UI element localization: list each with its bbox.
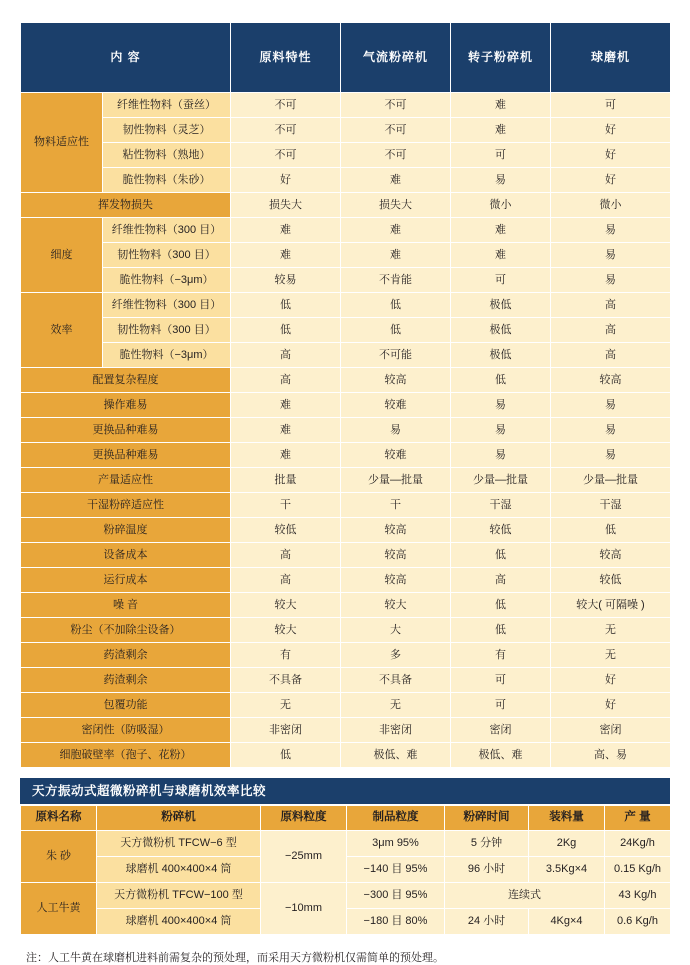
cell-value: 难	[231, 392, 341, 417]
row-category: 更换品种难易	[21, 417, 231, 442]
header-cell-time: 粉碎时间	[445, 805, 529, 830]
table-row	[21, 542, 671, 567]
cell-value: 不可	[341, 142, 451, 167]
cell-raw-size: −25mm	[261, 830, 347, 882]
table-row	[21, 192, 671, 217]
cell-value: 低	[451, 542, 551, 567]
cell-value: 少量—批量	[451, 467, 551, 492]
header-cell-material: 原料特性	[231, 23, 341, 93]
row-sublabel: 韧性物料（灵芝）	[103, 117, 231, 142]
header-cell-raw-size: 原料粒度	[261, 805, 347, 830]
cell-value: 高	[231, 567, 341, 592]
table-row	[21, 717, 671, 742]
cell-value: 不可	[341, 92, 451, 117]
cell-value: 无	[341, 692, 451, 717]
header-cell-output: 产 量	[605, 805, 671, 830]
cell-value: 非密闭	[341, 717, 451, 742]
cell-value: 无	[551, 642, 671, 667]
cell-value: 不可能	[341, 342, 451, 367]
cell-value: 微小	[551, 192, 671, 217]
table-row	[21, 117, 671, 142]
cell-value: 难	[231, 417, 341, 442]
cell-value: 好	[551, 117, 671, 142]
row-category: 挥发物损失	[21, 192, 231, 217]
cell-value: 难	[451, 242, 551, 267]
table-row	[21, 692, 671, 717]
cell-value: 无	[551, 617, 671, 642]
cell-value: 难	[341, 217, 451, 242]
table-row	[21, 317, 671, 342]
row-sublabel: 纤维性物料（300 目）	[103, 292, 231, 317]
row-sublabel: 韧性物料（300 目）	[103, 317, 231, 342]
cell-value: 少量—批量	[341, 467, 451, 492]
cell-value: 干	[231, 492, 341, 517]
cell-value: 高	[231, 542, 341, 567]
row-sublabel: 韧性物料（300 目）	[103, 242, 231, 267]
cell-value: 可	[451, 667, 551, 692]
cell-value: 高	[231, 367, 341, 392]
cell-value: 难	[341, 242, 451, 267]
cell-value: 低	[341, 317, 451, 342]
cell-value: 不具备	[231, 667, 341, 692]
table-row	[21, 567, 671, 592]
row-sublabel: 粘性物料（熟地）	[103, 142, 231, 167]
row-category: 操作难易	[21, 392, 231, 417]
cell-value: 高	[231, 342, 341, 367]
cell-value: 极低	[451, 317, 551, 342]
header-cell-ball-mill: 球磨机	[551, 23, 671, 93]
row-category: 药渣剩余	[21, 642, 231, 667]
table-row	[21, 642, 671, 667]
cell-value: 批量	[231, 467, 341, 492]
section-title: 天方振动式超微粉碎机与球磨机效率比较	[20, 778, 670, 804]
table-row	[21, 830, 671, 856]
row-category: 细度	[21, 217, 103, 292]
cell-value: 较高	[341, 517, 451, 542]
header-cell-content: 内 容	[21, 23, 231, 93]
cell-value: 有	[451, 642, 551, 667]
table-row	[21, 467, 671, 492]
cell-value: 低	[341, 292, 451, 317]
cell-value: 易	[551, 417, 671, 442]
table-row	[21, 882, 671, 908]
cell-value: 可	[551, 92, 671, 117]
cell-time: 24 小时	[445, 908, 529, 934]
cell-value: 难	[231, 242, 341, 267]
row-category: 包覆功能	[21, 692, 231, 717]
cell-value: 好	[551, 142, 671, 167]
cell-value: 较低	[231, 517, 341, 542]
cell-value: 难	[451, 92, 551, 117]
cell-value: 极低	[451, 342, 551, 367]
row-category: 干湿粉碎适应性	[21, 492, 231, 517]
cell-product-size: −180 目 80%	[347, 908, 445, 934]
cell-value: 较低	[451, 517, 551, 542]
cell-value: 较高	[551, 542, 671, 567]
cell-value: 易	[451, 442, 551, 467]
cell-value: 不可	[341, 117, 451, 142]
cell-time: 5 分钟	[445, 830, 529, 856]
comparison-table	[20, 22, 685, 768]
header-cell-product-size: 制品粒度	[347, 805, 445, 830]
cell-value: 可	[451, 142, 551, 167]
cell-output: 0.15 Kg/h	[605, 856, 671, 882]
table-row	[21, 342, 671, 367]
row-sublabel: 纤维性物料（300 目）	[103, 217, 231, 242]
cell-value: 易	[341, 417, 451, 442]
cell-value: 较大	[231, 617, 341, 642]
cell-product-size: −140 目 95%	[347, 856, 445, 882]
cell-value: 密闭	[451, 717, 551, 742]
cell-load: 4Kg×4	[529, 908, 605, 934]
header-cell-jet-mill: 气流粉碎机	[341, 23, 451, 93]
table-row	[21, 492, 671, 517]
table-row	[21, 167, 671, 192]
efficiency-table	[20, 805, 671, 935]
cell-value: 难	[451, 217, 551, 242]
row-category: 粉尘（不加除尘设备）	[21, 617, 231, 642]
cell-value: 多	[341, 642, 451, 667]
table-header-row: 内 容 原料特性 气流粉碎机 转子粉碎机 球磨机 天方微粉机	[21, 23, 671, 93]
cell-value: 较低	[551, 567, 671, 592]
cell-value: 无	[231, 692, 341, 717]
cell-value: 少量—批量	[551, 467, 671, 492]
cell-value: 较高	[551, 367, 671, 392]
header-cell-rotor-mill: 转子粉碎机	[451, 23, 551, 93]
table-row	[21, 392, 671, 417]
row-sublabel: 脆性物料（−3μm）	[103, 342, 231, 367]
cell-raw-size: −10mm	[261, 882, 347, 934]
cell-value: 极低、难	[451, 742, 551, 767]
table-row	[21, 667, 671, 692]
cell-output: 24Kg/h	[605, 830, 671, 856]
cell-value: 可	[451, 267, 551, 292]
cell-value: 易	[551, 217, 671, 242]
cell-value: 易	[451, 167, 551, 192]
cell-value: 易	[551, 242, 671, 267]
cell-value: 难	[451, 117, 551, 142]
cell-value: 较大	[341, 592, 451, 617]
row-category: 运行成本	[21, 567, 231, 592]
cell-value: 低	[231, 742, 341, 767]
cell-value: 非密闭	[231, 717, 341, 742]
cell-value: 不可	[231, 92, 341, 117]
cell-value: 不肯能	[341, 267, 451, 292]
row-category: 粉碎温度	[21, 517, 231, 542]
cell-mill: 球磨机 400×400×4 筒	[97, 908, 261, 934]
row-category: 更换品种难易	[21, 442, 231, 467]
cell-value: 难	[231, 442, 341, 467]
table-row	[21, 367, 671, 392]
row-category: 药渣剩余	[21, 667, 231, 692]
cell-value: 不可	[231, 117, 341, 142]
cell-value: 不具备	[341, 667, 451, 692]
cell-value: 微小	[451, 192, 551, 217]
cell-value: 干湿	[551, 492, 671, 517]
cell-mill: 天方微粉机 TFCW−6 型	[97, 830, 261, 856]
row-sublabel: 脆性物料（朱砂）	[103, 167, 231, 192]
cell-value: 难	[341, 167, 451, 192]
table-row	[21, 267, 671, 292]
footnote: 注：人工牛黄在球磨机进料前需复杂的预处理，而采用天方微粉机仅需简单的预处理。	[26, 951, 444, 964]
cell-value: 易	[451, 417, 551, 442]
cell-value: 极低	[451, 292, 551, 317]
cell-product-size: −300 目 95%	[347, 882, 445, 908]
table-row	[21, 617, 671, 642]
cell-value: 好	[231, 167, 341, 192]
cell-value: 较难	[341, 442, 451, 467]
row-sublabel: 脆性物料（−3μm）	[103, 267, 231, 292]
table-row	[21, 142, 671, 167]
cell-value: 较高	[341, 567, 451, 592]
cell-value: 低	[451, 617, 551, 642]
cell-output: 0.6 Kg/h	[605, 908, 671, 934]
cell-value: 不可	[231, 142, 341, 167]
cell-value: 有	[231, 642, 341, 667]
cell-value: 极低、难	[341, 742, 451, 767]
cell-value: 大	[341, 617, 451, 642]
table-row	[21, 92, 671, 117]
cell-value: 难	[231, 217, 341, 242]
cell-value: 高	[551, 317, 671, 342]
table-row	[21, 417, 671, 442]
row-category: 设备成本	[21, 542, 231, 567]
row-sublabel: 纤维性物料（蚕丝）	[103, 92, 231, 117]
cell-output: 43 Kg/h	[605, 882, 671, 908]
table-row	[21, 592, 671, 617]
cell-value: 好	[551, 667, 671, 692]
cell-value: 高	[551, 292, 671, 317]
cell-value: 高	[451, 567, 551, 592]
header-cell-load: 装料量	[529, 805, 605, 830]
cell-value: 损失大	[341, 192, 451, 217]
table-row	[21, 442, 671, 467]
table-row	[21, 242, 671, 267]
cell-value: 易	[551, 267, 671, 292]
row-category: 密闭性（防吸湿）	[21, 717, 231, 742]
cell-value: 较大( 可隔噪 )	[551, 592, 671, 617]
row-category: 产量适应性	[21, 467, 231, 492]
row-material-name: 人工牛黄	[21, 882, 97, 934]
cell-load: 2Kg	[529, 830, 605, 856]
cell-value: 较易	[231, 267, 341, 292]
row-material-name: 朱 砂	[21, 830, 97, 882]
cell-value: 低	[231, 292, 341, 317]
cell-value: 易	[451, 392, 551, 417]
cell-value: 较大	[231, 592, 341, 617]
row-category: 效率	[21, 292, 103, 367]
header-cell-mill: 粉碎机	[97, 805, 261, 830]
cell-value: 高	[551, 342, 671, 367]
table-row	[21, 217, 671, 242]
header-cell-material-name: 原料名称	[21, 805, 97, 830]
cell-value: 低	[551, 517, 671, 542]
table-row	[21, 742, 671, 767]
row-category: 物料适应性	[21, 92, 103, 192]
cell-value: 易	[551, 442, 671, 467]
cell-time: 连续式	[445, 882, 605, 908]
cell-value: 干	[341, 492, 451, 517]
cell-value: 好	[551, 167, 671, 192]
cell-product-size: 3μm 95%	[347, 830, 445, 856]
table-row	[21, 292, 671, 317]
cell-value: 较难	[341, 392, 451, 417]
table-row	[21, 517, 671, 542]
cell-value: 低	[231, 317, 341, 342]
cell-value: 密闭	[551, 717, 671, 742]
cell-value: 损失大	[231, 192, 341, 217]
row-category: 细胞破壁率（孢子、花粉）	[21, 742, 231, 767]
cell-value: 高、易	[551, 742, 671, 767]
cell-value: 好	[551, 692, 671, 717]
cell-value: 可	[451, 692, 551, 717]
cell-value: 干湿	[451, 492, 551, 517]
cell-value: 易	[551, 392, 671, 417]
cell-mill: 天方微粉机 TFCW−100 型	[97, 882, 261, 908]
cell-value: 低	[451, 592, 551, 617]
row-category: 噪 音	[21, 592, 231, 617]
cell-time: 96 小时	[445, 856, 529, 882]
table-header-row	[21, 805, 671, 830]
cell-load: 3.5Kg×4	[529, 856, 605, 882]
cell-value: 低	[451, 367, 551, 392]
cell-value: 较高	[341, 542, 451, 567]
cell-value: 较高	[341, 367, 451, 392]
row-category: 配置复杂程度	[21, 367, 231, 392]
cell-mill: 球磨机 400×400×4 筒	[97, 856, 261, 882]
